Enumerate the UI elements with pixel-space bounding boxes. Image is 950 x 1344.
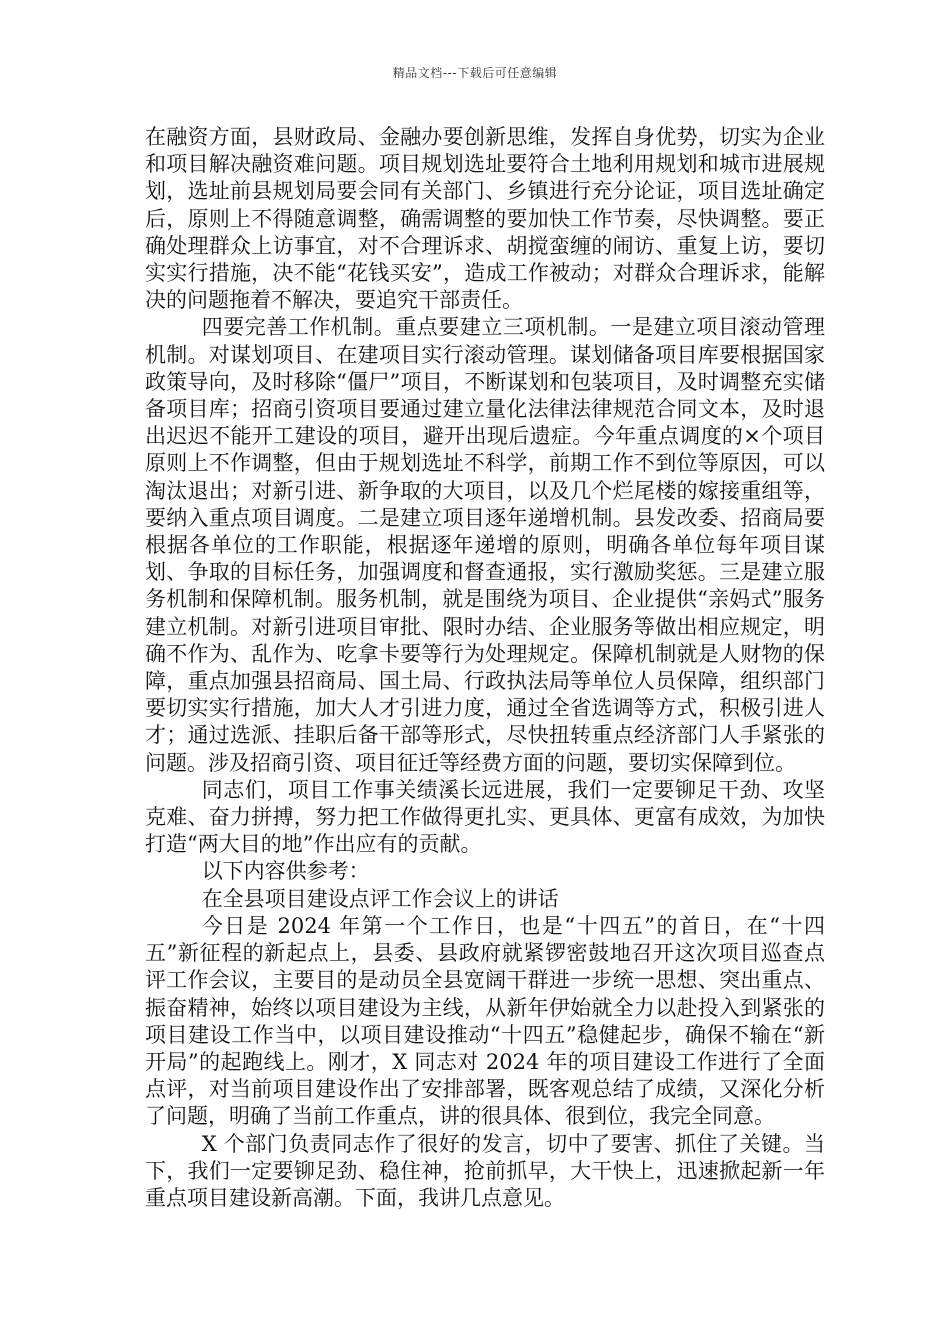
paragraph: X 个部门负责同志作了很好的发言，切中了要害、抓住了关键。当下，我们一定要铆足劲、稳住神，抢前抓早，大干快上，迅速掀起新一年重点项目建设新高潮。下面，我讲几点意见。 — [145, 1131, 825, 1210]
section-title: 在全县项目建设点评工作会议上的讲话 — [201, 886, 559, 911]
paragraph: 同志们，项目工作事关绩溪长远进展，我们一定要铆足干劲、攻坚克难、奋力拼搏，努力把工作做得更扎实、更具体、更富有成效，为加快打造“两大目的地”作出应有的贡献。 — [145, 777, 825, 857]
paragraph: 今日是 2024 年第一个工作日，也是“十四五”的首日，在“十四五”新征程的新起点上，县委、县政府就紧锣密鼓地召开这次项目巡查点评工作会议，主要目的是动员全县宽阔干群进一步统一思想、突出重点、振奋精神，始终以项目建设为主线，从新年伊始就全力以赴投入到紧张的项目建设工作当中，以项目建设推动“十四五”稳健起步，确保不输在“新开局”的起跑线上。刚才，X 同志对 2024 年的项目建设工作进行了全面点评，对当前项目建设作出了安排部署，既客观总结了成绩，又深化分析了问题，明确了当前工作重点，讲的很具体、很到位，我完全同意。 — [145, 913, 825, 1129]
page-header: 精品文档---下载后可任意编辑 — [392, 66, 558, 80]
document-body — [145, 124, 825, 1212]
paragraph: 四要完善工作机制。重点要建立三项机制。一是建立项目滚动管理机制。对谋划项目、在建项目实行滚动管理。谋划储备项目库要根据国家政策导向，及时移除“僵尸”项目，不断谋划和包装项目，及时调整充实储备项目库；招商引资项目要通过建立量化法律法律规范合同文本，及时退出迟迟不能开工建设的项目，避开出现后遗症。今年重点调度的×个项目原则上不作调整，但由于规划选址不科学，前期工作不到位等原因，可以淘汰退出；对新引进、新争取的大项目，以及几个烂尾楼的嫁接重组等，要纳入重点项目调度。二是建立项目逐年递增机制。县发改委、招商局要根据各单位的工作职能，根据逐年递增的原则，明确各单位每年项目谋划、争取的目标任务，加强调度和督查通报，实行激励奖惩。三是建立服务机制和保障机制。服务机制，就是围绕为项目、企业提供“亲妈式”服务建立机制。对新引进项目审批、限时办结、企业服务等做出相应规定，明确不作为、乱作为、吃拿卡要等行为处理规定。保障机制就是人财物的保障，重点加强县招商局、国土局、行政执法局等单位人员保障，组织部门要切实实行措施，加大人才引进力度，通过全省选调等方式，积极引进人才；通过选派、挂职后备干部等形式，尽快扭转重点经济部门人手紧张的问题。涉及招商引资、项目征迁等经费方面的问题，要切实保障到位。 — [145, 315, 825, 775]
paragraph: 在融资方面，县财政局、金融办要创新思维，发挥自身优势，切实为企业和项目解决融资难问题。项目规划选址要符合土地利用规划和城市进展规划，选址前县规划局要会同有关部门、乡镇进行充分论证，项目选址确定后，原则上不得随意调整，确需调整的要加快工作节奏，尽快调整。要正确处理群众上访事宜，对不合理诉求、胡搅蛮缠的闹访、重复上访，要切实实行措施，决不能“花钱买安”，造成工作被动；对群众合理诉求，能解决的问题拖着不解决，要追究干部责任。 — [145, 125, 825, 313]
paragraph: 以下内容供参考： — [201, 859, 370, 884]
